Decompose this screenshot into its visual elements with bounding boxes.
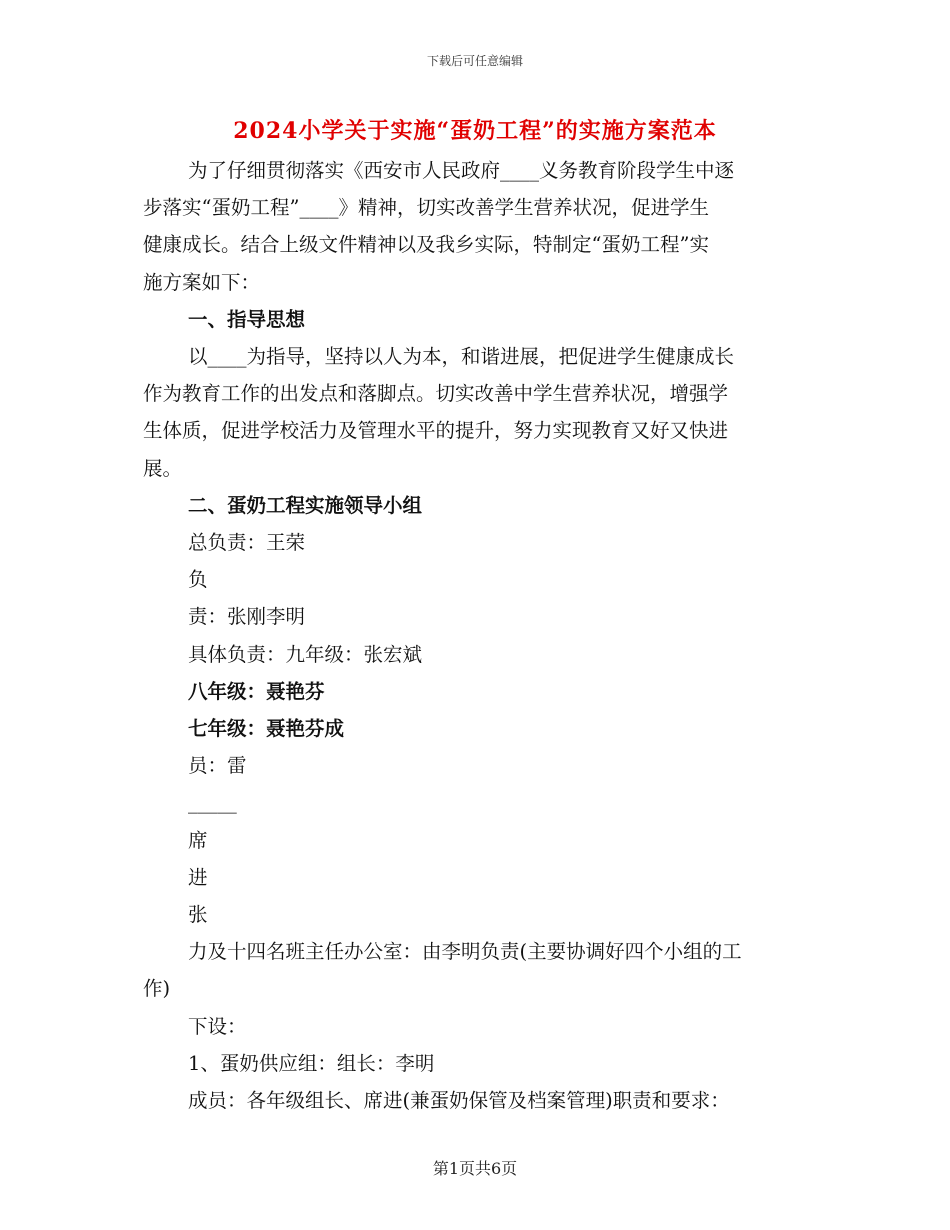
group1-line: 1、蛋奶供应组：组长：李明 <box>188 1051 435 1075</box>
section1-line: 以____为指导，坚持以人为本，和谐进展，把促进学生健康成长 <box>188 345 735 369</box>
members-line: 成员：各年级组长、席进(兼蛋奶保管及档案管理)职责和要求： <box>188 1089 730 1113</box>
section1-paragraph <box>143 338 809 487</box>
document-body <box>143 152 809 1119</box>
grade7-line: 七年级：聂艳芬成 <box>188 717 345 741</box>
jin-line: 进 <box>188 865 208 889</box>
intro-line: 健康成长。结合上级文件精神以及我乡实际，特制定“蛋奶工程”实 <box>143 233 709 257</box>
ze-line: 责：张刚李明 <box>188 605 306 629</box>
blank-line: _____ <box>188 791 237 815</box>
office-paragraph <box>143 933 809 1007</box>
section1-heading: 一、指导思想 <box>188 307 306 331</box>
leader-line: 总负责：王荣 <box>188 531 306 555</box>
specific-line: 具体负责：九年级：张宏斌 <box>188 642 423 666</box>
office-line: 作) <box>143 977 171 1001</box>
section1-line: 作为教育工作的出发点和落脚点。切实改善中学生营养状况，增强学 <box>143 382 729 406</box>
zhang-line: 张 <box>188 903 208 927</box>
intro-line: 施方案如下： <box>143 270 261 294</box>
office-line: 力及十四名班主任办公室：由李明负责(主要协调好四个小组的工 <box>188 940 742 964</box>
yuan-line: 员：雷 <box>188 754 247 778</box>
below-line: 下设： <box>188 1014 247 1038</box>
intro-line: 为了仔细贯彻落实《西安市人民政府____义务教育阶段学生中逐 <box>188 159 735 182</box>
page-header-note: 下载后可任意编辑 <box>426 54 523 68</box>
intro-line: 步落实“蛋奶工程”____》精神，切实改善学生营养状况，促进学生 <box>143 196 709 220</box>
document-title: 2024小学关于实施“蛋奶工程”的实施方案范本 <box>233 118 717 144</box>
xi-line: 席 <box>188 828 208 852</box>
section1-line: 展。 <box>143 456 183 480</box>
section2-heading: 二、蛋奶工程实施领导小组 <box>188 493 423 517</box>
intro-paragraph <box>143 152 809 301</box>
grade8-line: 八年级：聂艳芬 <box>188 679 325 703</box>
fu-line: 负 <box>188 568 208 592</box>
page-number: 第1页共6页 <box>432 1159 518 1178</box>
section1-line: 生体质，促进学校活力及管理水平的提升，努力实现教育又好又快进 <box>143 419 729 443</box>
